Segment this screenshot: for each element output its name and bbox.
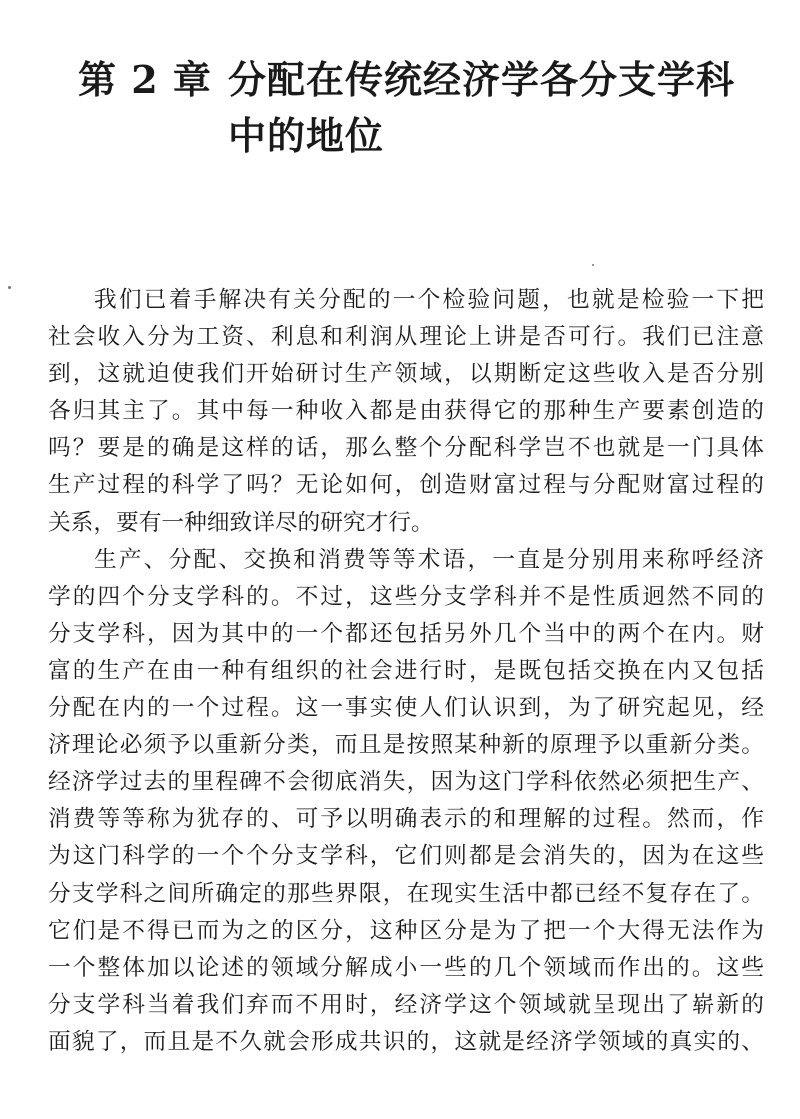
text-line: 各归其主了。其中每一种收入都是由获得它的那种生产要素创造的 (48, 398, 764, 425)
text-line: 经济学过去的里程碑不会彻底消失，因为这门学科依然必须把生产、 (48, 769, 764, 796)
text-line: 学的四个分支学科的。不过，这些分支学科并不是性质迥然不同的 (48, 583, 764, 610)
paragraph-2 (48, 542, 764, 1061)
text-line: 分支学科，因为其中的一个都还包括另外几个当中的两个在内。财 (48, 620, 764, 647)
text-line: 生产过程的科学了吗？无论如何，创造财富过程与分配财富过程的 (48, 472, 764, 499)
chapter-title-line-1: 分配在传统经济学各分支学科 (228, 57, 736, 102)
body-text (48, 282, 764, 1061)
text-line: 为这门科学的一个个分支学科，它们则都是会消失的，因为在这些 (48, 843, 764, 870)
scan-speck (592, 264, 594, 266)
text-line: 富的生产在由一种有组织的社会进行时，是既包括交换在内又包括 (48, 657, 764, 684)
text-line: 生产、分配、交换和消费等等术语，一直是分别用来称呼经济 (94, 546, 764, 573)
text-line: 分配在内的一个过程。这一事实使人们认识到，为了研究起见，经 (48, 695, 764, 722)
text-line: 到，这就迫使我们开始研讨生产领域，以期断定这些收入是否分别 (48, 361, 764, 388)
text-line: 消费等等称为犹存的、可予以明确表示的和理解的过程。然而，作 (48, 806, 764, 833)
chapter-title-line-2: 中的地位 (228, 113, 385, 158)
text-line: 面貌了，而且是不久就会形成共识的，这就是经济学领域的真实的、 (48, 1028, 764, 1055)
scan-speck (8, 286, 11, 289)
text-line: 关系，要有一种细致详尽的研究才行。 (48, 509, 434, 536)
text-line: 济理论必须予以重新分类，而且是按照某种新的原理予以重新分类。 (48, 732, 764, 759)
text-line: 它们是不得已而为之的区分，这种区分是为了把一个大得无法作为 (48, 917, 764, 944)
paragraph-1 (48, 282, 764, 542)
text-line: 分支学科当着我们弃而不用时，经济学这个领域就呈现出了崭新的 (48, 991, 764, 1018)
text-line: 吗？要是的确是这样的话，那么整个分配科学岂不也就是一门具体 (48, 435, 764, 462)
chapter-number: 第 2 章 (78, 57, 212, 102)
text-line: 分支学科之间所确定的那些界限，在现实生活中都已经不复存在了。 (48, 880, 764, 907)
text-line: 社会收入分为工资、利息和利润从理论上讲是否可行。我们已注意 (48, 324, 764, 351)
text-line: 一个整体加以论述的领域分解成小一些的几个领域而作出的。这些 (48, 954, 764, 981)
chapter-title (228, 52, 748, 164)
text-line: 我们已着手解决有关分配的一个检验问题，也就是检验一下把 (94, 287, 764, 313)
